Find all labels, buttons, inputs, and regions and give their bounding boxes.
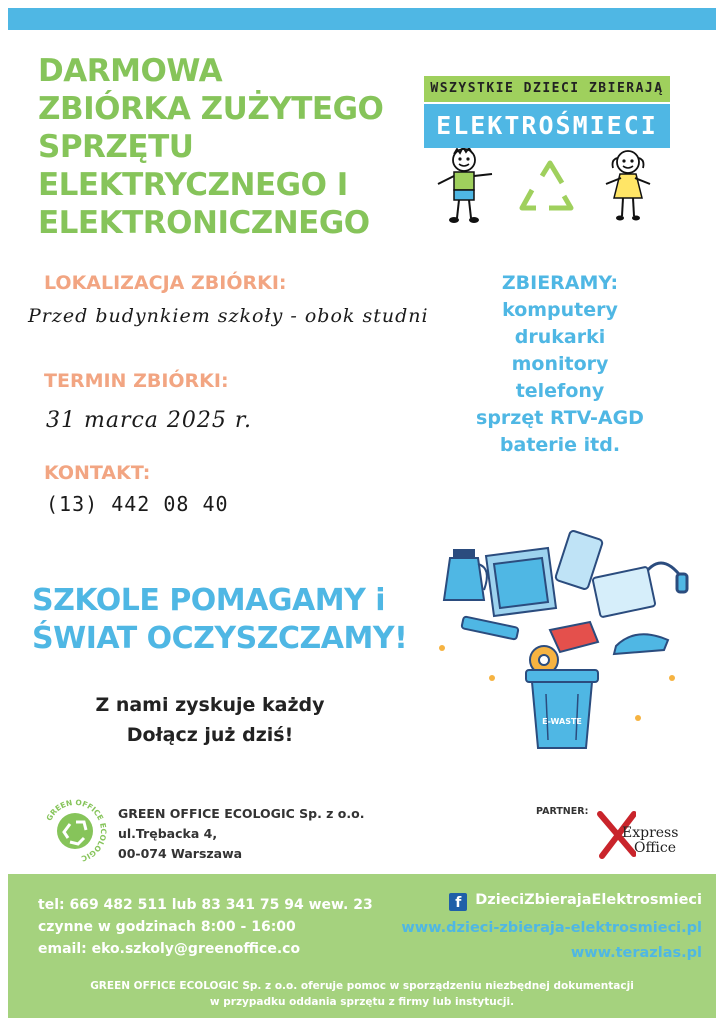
contact-phone: (13) 442 08 40 <box>46 492 229 516</box>
contact-label: KONTAKT: <box>44 462 151 484</box>
footer-contact <box>38 894 378 960</box>
collect-title: ZBIERAMY: <box>501 272 619 294</box>
collect-item: sprzęt RTV-AGD <box>476 407 644 429</box>
logo-ring-text: GREEN OFFICE ECOLOGIC <box>44 798 108 864</box>
website-link-2[interactable]: www.terazlas.pl <box>570 945 702 961</box>
flashlight-icon <box>461 616 518 639</box>
hairdryer-icon <box>550 622 598 652</box>
footer-note-line1: GREEN OFFICE ECOLOGIC Sp. z o.o. oferuje pomoc w sporządzeniu niezbędnej dokumentacji <box>90 980 634 992</box>
girl-figure <box>606 151 650 221</box>
recycle-icon <box>522 163 571 208</box>
bin-label: E-WASTE <box>542 717 582 726</box>
join-message <box>60 690 360 750</box>
page-title <box>38 52 398 242</box>
footer-links <box>342 892 702 970</box>
footer-email[interactable]: email: eko.szkoly@greenoffice.co <box>38 941 301 957</box>
campaign-line2: ELEKTROŚMIECI <box>436 111 658 140</box>
collect-item: telefony <box>515 380 605 402</box>
title-line: DARMOWA <box>38 53 223 89</box>
collect-item: drukarki <box>514 326 606 348</box>
boy-figure <box>438 148 492 223</box>
website-link-1[interactable]: www.dzieci-zbieraja-elektrosmieci.pl <box>401 920 702 936</box>
date-label: TERMIN ZBIÓRKI: <box>44 370 229 392</box>
title-line: SPRZĘTU <box>38 129 194 165</box>
partner-name-line2: Office <box>634 840 677 856</box>
campaign-banner-top <box>424 76 670 102</box>
title-line: ELEKTRONICZNEGO <box>38 205 370 241</box>
facebook-text: DzieciZbierajaElektrosmieci <box>475 892 702 908</box>
iron-icon <box>614 634 668 654</box>
kids-illustration <box>424 148 670 228</box>
slogan <box>32 582 452 658</box>
title-line: ELEKTRYCZNEGO I <box>38 167 348 203</box>
laptop-icon <box>592 567 655 618</box>
footer-note <box>28 978 696 1010</box>
collect-item: komputery <box>502 299 618 321</box>
footer-hours: czynne w godzinach 8:00 - 16:00 <box>38 919 296 935</box>
campaign-logo <box>424 76 670 228</box>
company-name: GREEN OFFICE ECOLOGIC Sp. z o.o. <box>118 806 365 821</box>
company-address <box>118 804 398 864</box>
date-value: 31 marca 2025 r. <box>46 408 252 433</box>
slogan-line2: ŚWIAT OCZYSZCZAMY! <box>32 621 408 656</box>
facebook-link[interactable] <box>342 892 702 911</box>
collect-item: baterie itd. <box>499 434 621 456</box>
collect-list <box>440 270 680 459</box>
campaign-banner-bottom <box>424 104 670 148</box>
company-city: 00-074 Warszawa <box>118 846 243 861</box>
kettle-icon <box>444 550 487 600</box>
footer <box>8 874 716 1018</box>
top-color-bar <box>8 8 716 30</box>
location-value: Przed budynkiem szkoły - obok studni <box>28 305 429 327</box>
join-line2: Dołącz już dziś! <box>126 724 294 746</box>
company-street: ul.Trębacka 4, <box>118 826 218 841</box>
partner-logo <box>596 810 706 862</box>
ewaste-illustration <box>432 528 694 758</box>
green-office-logo <box>42 798 108 864</box>
slogan-line1: SZKOLE POMAGAMY i <box>32 583 386 618</box>
partner-name-line1: Express <box>622 825 679 841</box>
partner-label: PARTNER: <box>536 806 589 817</box>
footer-phone: tel: 669 482 511 lub 83 341 75 94 wew. 23 <box>38 897 373 913</box>
collect-item: monitory <box>511 353 609 375</box>
footer-note-line2: w przypadku oddania sprzętu z firmy lub instytucji. <box>209 996 515 1008</box>
join-line1: Z nami zyskuje każdy <box>95 694 325 716</box>
location-label: LOKALIZACJA ZBIÓRKI: <box>44 272 287 294</box>
title-line: ZBIÓRKA ZUŻYTEGO <box>38 91 384 127</box>
trash-bin-icon <box>526 670 598 748</box>
facebook-icon: f <box>449 893 467 911</box>
campaign-line1: WSZYSTKIE DZIECI ZBIERAJĄ <box>430 81 664 96</box>
monitor-icon <box>486 548 556 616</box>
